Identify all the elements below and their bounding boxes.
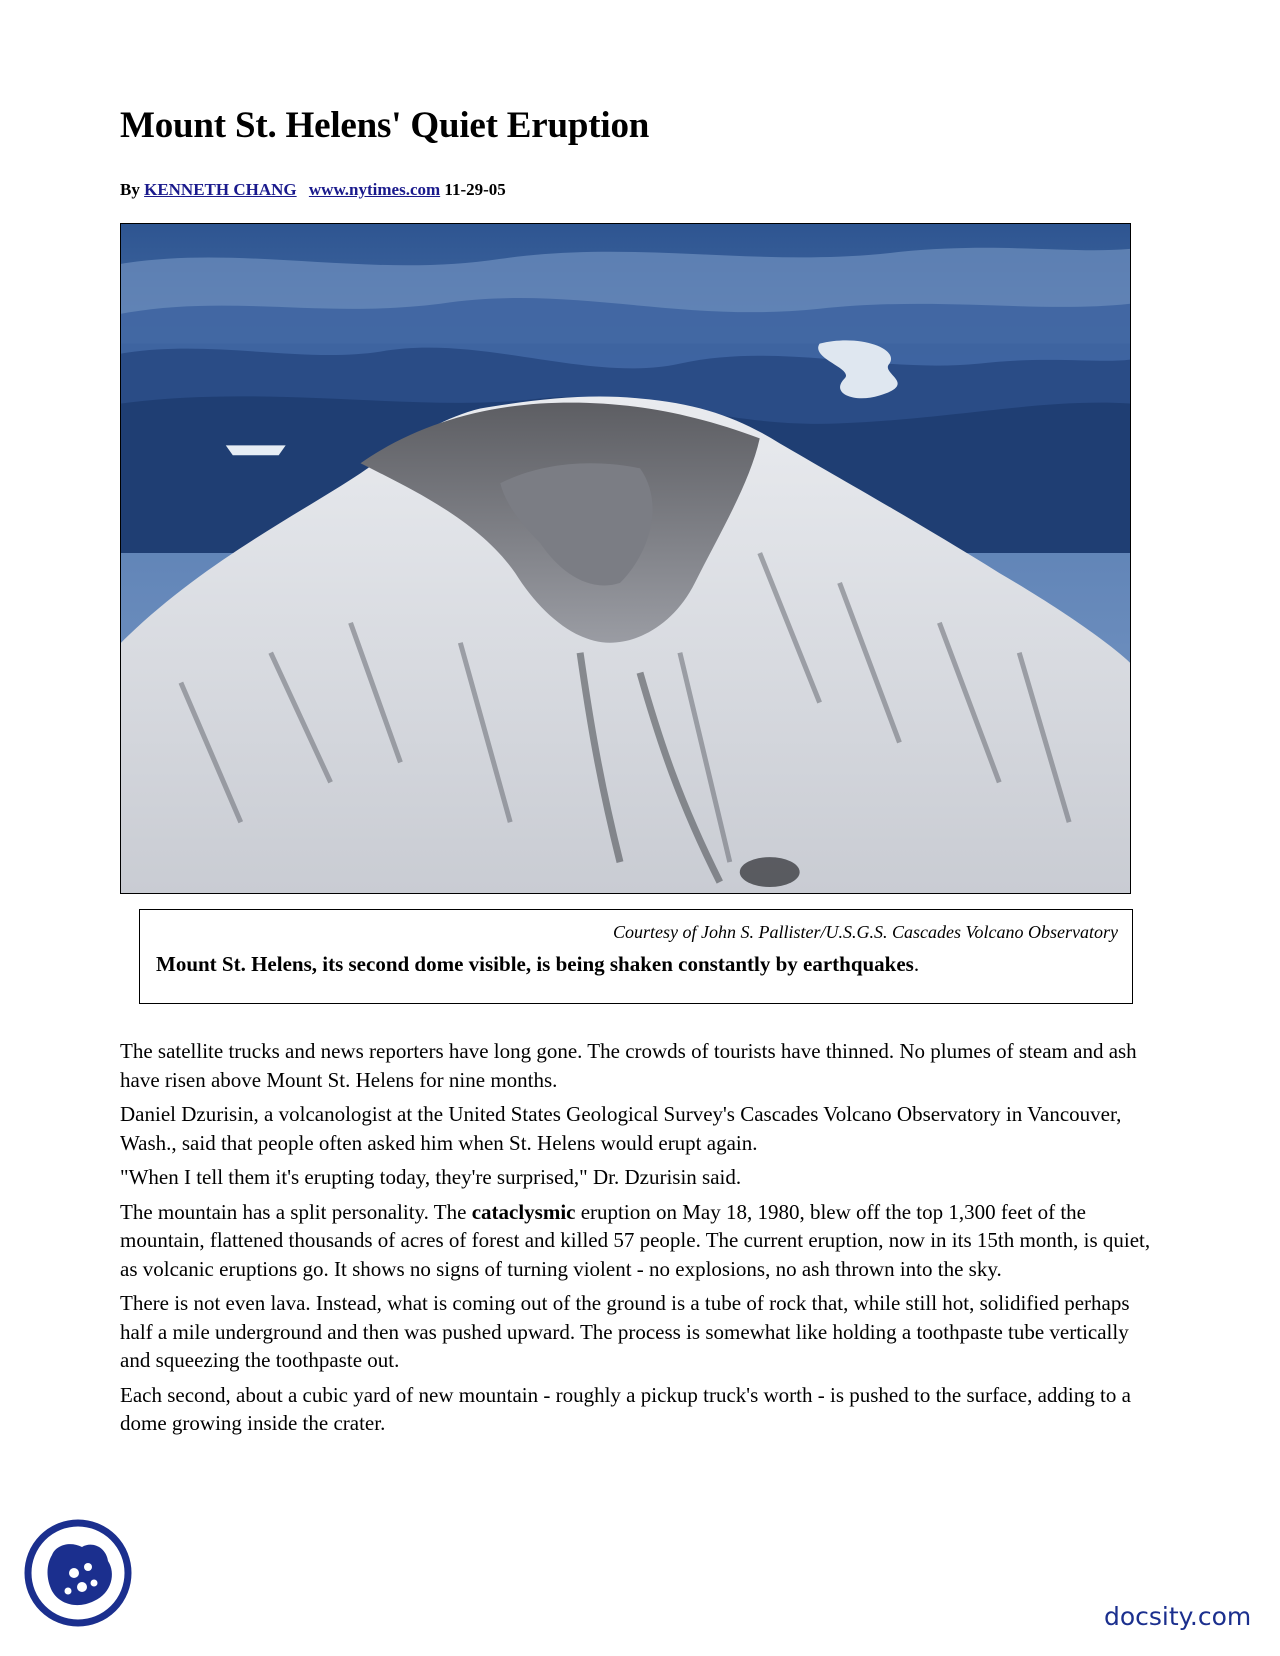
docsity-logo-graphic: [22, 1517, 134, 1629]
byline-prefix: By: [120, 180, 140, 199]
paragraph-text: The mountain has a split personality. The: [120, 1199, 472, 1224]
photo-caption: [156, 952, 919, 977]
photo-caption-end: .: [913, 952, 920, 976]
article-title: Mount St. Helens' Quiet Eruption: [120, 105, 650, 146]
emphasis-cataclysmic: cataclysmic: [471, 1199, 576, 1224]
docsity-brand[interactable]: docsity.com: [1104, 1602, 1252, 1631]
volcano-photo: [120, 223, 1131, 894]
article-body: [120, 1037, 1160, 1444]
paragraph: "When I tell them it's erupting today, they're surprised," Dr. Dzurisin said.: [120, 1165, 742, 1189]
paragraph: Daniel Dzurisin, a volcanologist at the United States Geological Survey's Cascades Volcano Observatory in Vancouver, Wash., said that people often asked him when St. Helens would erupt again.: [120, 1102, 1122, 1155]
byline-date: 11-29-05: [444, 180, 506, 199]
paragraph: The satellite trucks and news reporters have long gone. The crowds of tourists have thinned. No plumes of steam and ash have risen above Mount St. Helens for nine months.: [120, 1039, 1137, 1092]
volcano-illustration: [121, 224, 1130, 893]
byline: [120, 180, 506, 200]
photo-caption-text: Mount St. Helens, its second dome visible, is being shaken constantly by earthquakes: [156, 952, 914, 976]
paragraph: Each second, about a cubic yard of new mountain - roughly a pickup truck's worth - is pushed to the surface, adding to a dome growing inside the crater.: [120, 1382, 1131, 1435]
paragraph-text: eruption on May 18, 1980, blew off the top 1,300 feet of the mountain, flattened thousands of acres of forest and killed 57 people. The current eruption, now in its 15th month, is quiet, as volcanic eruptions go. It shows no signs of turning violent - no explosions, no ash thrown into the sky.: [120, 1199, 1151, 1281]
photo-caption-box: [139, 909, 1133, 1004]
paragraph: [120, 1198, 1160, 1284]
site-link[interactable]: www.nytimes.com: [308, 180, 441, 199]
author-link[interactable]: KENNETH CHANG: [144, 180, 297, 199]
paragraph: There is not even lava. Instead, what is coming out of the ground is a tube of rock that, while still hot, solidified perhaps half a mile underground and then was pushed upward. The process is somewhat like holding a toothpaste tube vertically and squeezing the toothpaste out.: [120, 1291, 1130, 1372]
photo-credit: Courtesy of John S. Pallister/U.S.G.S. Cascades Volcano Observatory: [613, 922, 1118, 942]
docsity-logo-icon[interactable]: [22, 1517, 134, 1629]
